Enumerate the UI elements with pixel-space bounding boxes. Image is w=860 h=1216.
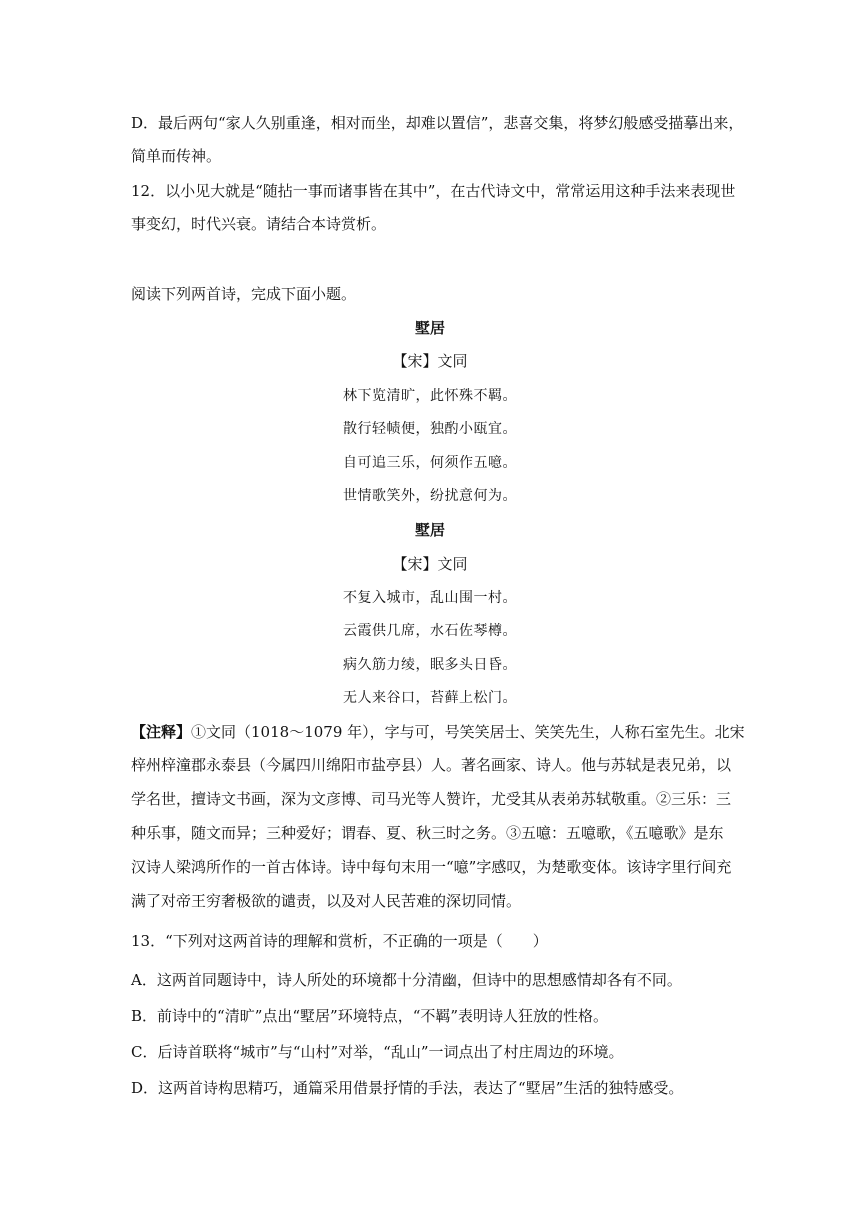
annotation-text: ①文同（1018～1079 年），字与可，号笑笑居士、笑笑先生，人称石室先生。北宋 <box>191 723 745 741</box>
poem-author: 【宋】文同 <box>392 352 468 370</box>
annotation-line: 汉诗人梁鸿所作的一首古体诗。诗中每句末用一“噫”字感叹，为楚歌变体。该诗字里行间充 <box>131 858 732 876</box>
poem-author: 【宋】文同 <box>392 555 468 573</box>
poem-line: 云霞供几席，水石佐琴樽。 <box>343 623 517 639</box>
annotation-label: 【注释】 <box>131 723 192 741</box>
option-d-text-cont: 简单而传神。 <box>131 147 222 165</box>
poem-title: 墅居 <box>414 521 445 539</box>
annotation-line: 梓州梓潼郡永泰县（今属四川绵阳市盐亭县）人。著名画家、诗人。他与苏轼是表兄弟，以 <box>131 756 732 774</box>
question-12: 12．以小见大就是“随拈一事而诸事皆在其中”，在古代诗文中，常常运用这种手法来表现世 <box>131 182 736 200</box>
annotation-line: 满了对帝王穷奢极欲的谴责，以及对人民苦难的深切同情。 <box>131 892 522 910</box>
poem-line: 无人来谷口，苔藓上松门。 <box>343 690 517 706</box>
poem-line: 世情歌笑外，纷扰意何为。 <box>343 488 517 504</box>
annotation-line <box>131 721 745 742</box>
question-13: 13．“下列对这两首诗的理解和赏析，不正确的一项是（ ） <box>131 932 548 950</box>
poem-line: 自可追三乐，何须作五噫。 <box>343 455 517 471</box>
option-d-text: D．最后两句“家人久别重逢，相对而坐，却难以置信”，悲喜交集，将梦幻般感受描摹出来， <box>131 114 744 132</box>
annotation-line: 学名世，擅诗文书画，深为文彦博、司马光等人赞许，尤受其从表弟苏轼敬重。②三乐：三 <box>131 790 732 808</box>
option-c: C．后诗首联将“城市”与“山村”对举，“乱山”一词点出了村庄周边的环境。 <box>131 1043 624 1061</box>
poem-line: 林下览清旷，此怀殊不羁。 <box>343 388 517 404</box>
poem-line: 不复入城市，乱山围一村。 <box>343 590 517 606</box>
poem-line: 散行轻帻便，独酌小瓯宜。 <box>343 421 517 437</box>
poem-line: 病久筋力绫，眠多头日昏。 <box>343 657 517 673</box>
annotation-line: 种乐事，随文而异；三种爱好；谓春、夏、秋三时之务。③五噫：五噫歌，《五噫歌》是东 <box>131 824 724 842</box>
question-12-cont: 事变幻，时代兴衰。请结合本诗赏析。 <box>131 215 387 233</box>
option-d: D．这两首诗构思精巧，通篇采用借景抒情的手法，表达了“墅居”生活的独特感受。 <box>131 1079 684 1097</box>
poem-title: 墅居 <box>414 319 445 337</box>
option-a: A．这两首同题诗中，诗人所处的环境都十分清幽，但诗中的思想感情却各有不同。 <box>131 971 682 989</box>
reading-instruction: 阅读下列两首诗，完成下面小题。 <box>131 285 357 303</box>
option-b: B．前诗中的“清旷”点出“墅居”环境特点，“不羁”表明诗人狂放的性格。 <box>131 1007 609 1025</box>
